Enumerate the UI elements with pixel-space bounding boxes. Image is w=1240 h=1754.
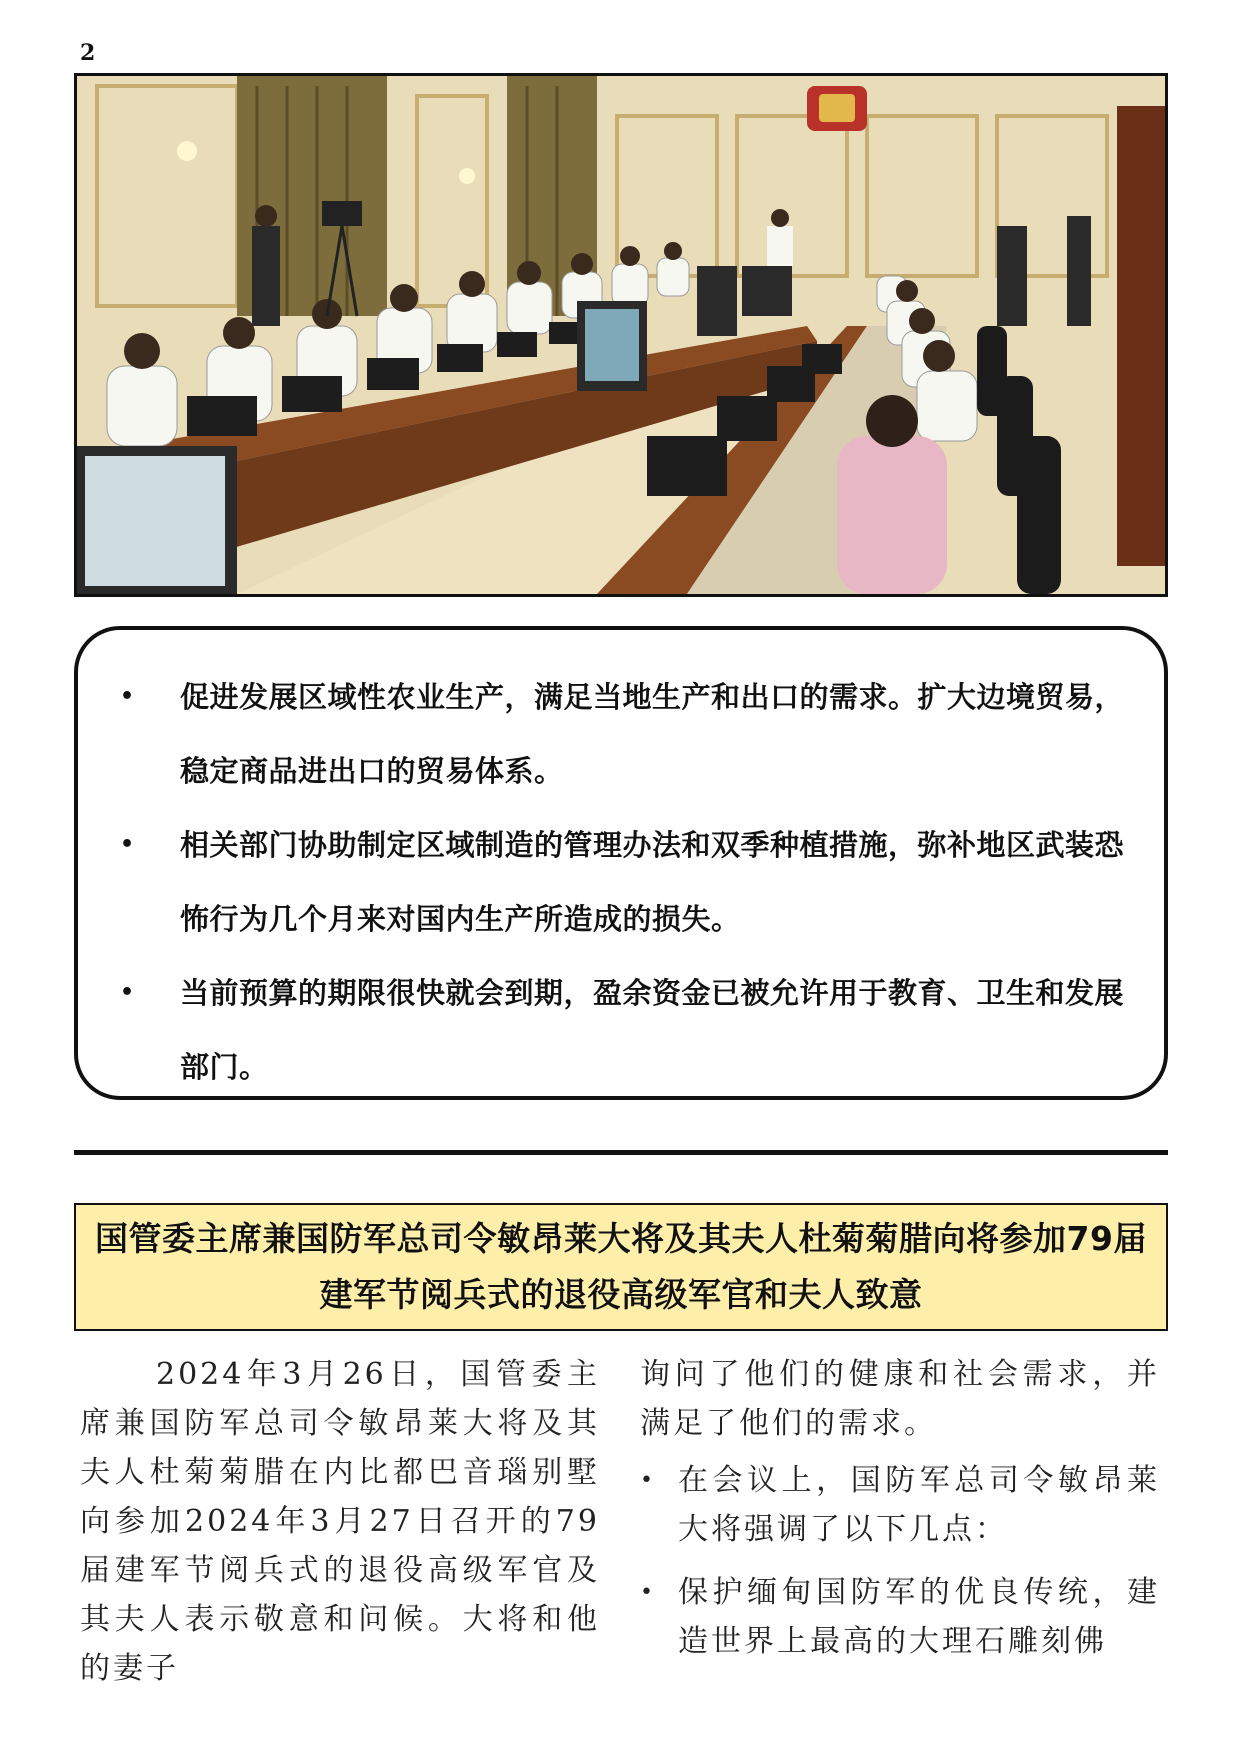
meeting-photo <box>74 73 1168 597</box>
section-divider <box>74 1150 1168 1155</box>
article-bullet-text: 保护缅甸国防军的优良传统，建造世界上最高的大理石雕刻佛 <box>678 1575 1160 1659</box>
meeting-photo-illustration <box>77 76 1165 594</box>
bullet-dot-icon: • <box>120 980 135 1005</box>
article-paragraph: 询问了他们的健康和社会需求，并满足了他们的需求。 <box>640 1357 1160 1441</box>
bullet-dot-icon: • <box>640 1580 656 1605</box>
key-point-item <box>118 956 1136 1104</box>
key-point-text: 促进发展区域性农业生产，满足当地生产和出口的需求。扩大边境贸易，稳定商品进出口的贸易体系。 <box>180 680 1125 788</box>
article-bullet-item <box>640 1456 1160 1554</box>
article-left-column <box>80 1350 600 1693</box>
page-number: 2 <box>80 40 96 66</box>
key-point-item <box>118 808 1136 956</box>
bullet-dot-icon: • <box>120 684 135 709</box>
key-point-text: 当前预算的期限很快就会到期，盈余资金已被允许用于教育、卫生和发展部门。 <box>180 976 1125 1084</box>
article-bullet-list <box>640 1456 1160 1666</box>
key-point-text: 相关部门协助制定区域制造的管理办法和双季种植措施，弥补地区武装恐怖行为几个月来对国内生产所造成的损失。 <box>180 828 1125 936</box>
article-headline: 国管委主席兼国防军总司令敏昂莱大将及其夫人杜菊菊腊向将参加79届建军节阅兵式的退役高级军官和夫人致意 <box>95 1219 1147 1314</box>
headline-box <box>74 1203 1168 1331</box>
key-points-box <box>74 626 1168 1100</box>
article-paragraph: 2024年3月26日，国管委主席兼国防军总司令敏昂莱大将及其夫人杜菊菊腊在内比都巴音瑙别墅向参加2024年3月27日召开的79届建军节阅兵式的退役高级军官及其夫人表示敬意和问候。大将和他的妻子 <box>80 1357 600 1686</box>
article-bullet-text: 在会议上，国防军总司令敏昂莱大将强调了以下几点： <box>678 1463 1160 1547</box>
bullet-dot-icon: • <box>640 1468 656 1493</box>
key-point-item <box>118 660 1136 808</box>
bullet-dot-icon: • <box>120 832 135 857</box>
key-points-list <box>118 660 1136 1104</box>
article-right-column <box>640 1350 1160 1680</box>
article-bullet-item <box>640 1568 1160 1666</box>
